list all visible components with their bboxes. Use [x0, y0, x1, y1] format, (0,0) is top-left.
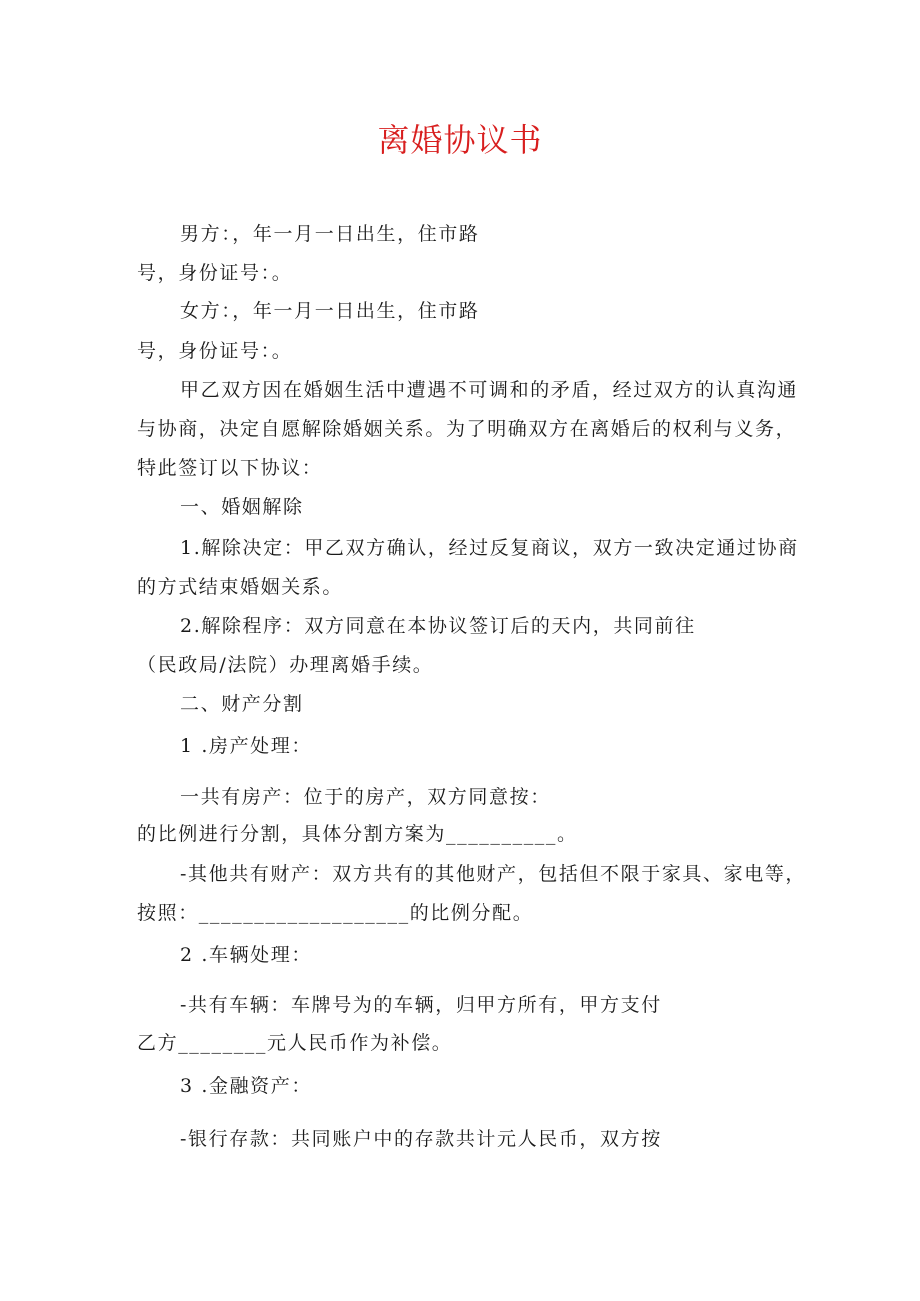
clause-2-1-line-4: 按照：___________________的比例分配。 [137, 902, 534, 924]
clause-2-2-line-2: 乙方________元人民币作为补偿。 [137, 1032, 453, 1054]
clause-2-2-heading: 2 .车辆处理： [180, 944, 312, 966]
male-party-line: 男方：，年一月一日出生，住市路 [180, 223, 480, 245]
clause-1-2-line-1: 2.解除程序：双方同意在本协议签订后的天内，共同前往 [180, 615, 696, 637]
clause-1-1-line-1: 1.解除决定：甲乙双方确认，经过反复商议，双方一致决定通过协商 [180, 537, 799, 559]
male-id-line: 号，身份证号：。 [137, 262, 293, 284]
clause-2-3-line-1: -银行存款：共同账户中的存款共计元人民币，双方按 [180, 1128, 662, 1150]
clause-1-1-line-2: 的方式结束婚姻关系。 [137, 576, 344, 598]
clause-2-1-line-1: 一共有房产：位于的房产，双方同意按： [180, 786, 551, 808]
female-id-line: 号，身份证号：。 [137, 340, 293, 362]
clause-2-3-heading: 3 .金融资产： [180, 1075, 312, 1097]
preamble-line-1: 甲乙双方因在婚姻生活中遭遇不可调和的矛盾，经过双方的认真沟通 [180, 379, 799, 401]
preamble-line-2: 与协商，决定自愿解除婚姻关系。为了明确双方在离婚后的权利与义务， [137, 418, 797, 440]
preamble-line-3: 特此签订以下协议： [137, 457, 323, 479]
clause-1-2-line-2: （民政局/法院）办理离婚手续。 [137, 654, 434, 676]
clause-2-2-line-1: -共有车辆：车牌号为的车辆，归甲方所有，甲方支付 [180, 994, 662, 1016]
clause-2-1-heading: 1 .房产处理： [180, 735, 312, 757]
clause-2-1-line-2: 的比例进行分割，具体分割方案为__________。 [137, 823, 578, 845]
document-title: 离婚协议书 [377, 121, 543, 159]
female-party-line: 女方：，年一月一日出生，住市路 [180, 300, 480, 322]
clause-2-1-line-3: -其他共有财产：双方共有的其他财产，包括但不限于家具、家电等， [180, 863, 807, 885]
section-heading-2: 二、财产分割 [180, 693, 304, 715]
section-heading-1: 一、婚姻解除 [180, 496, 304, 518]
